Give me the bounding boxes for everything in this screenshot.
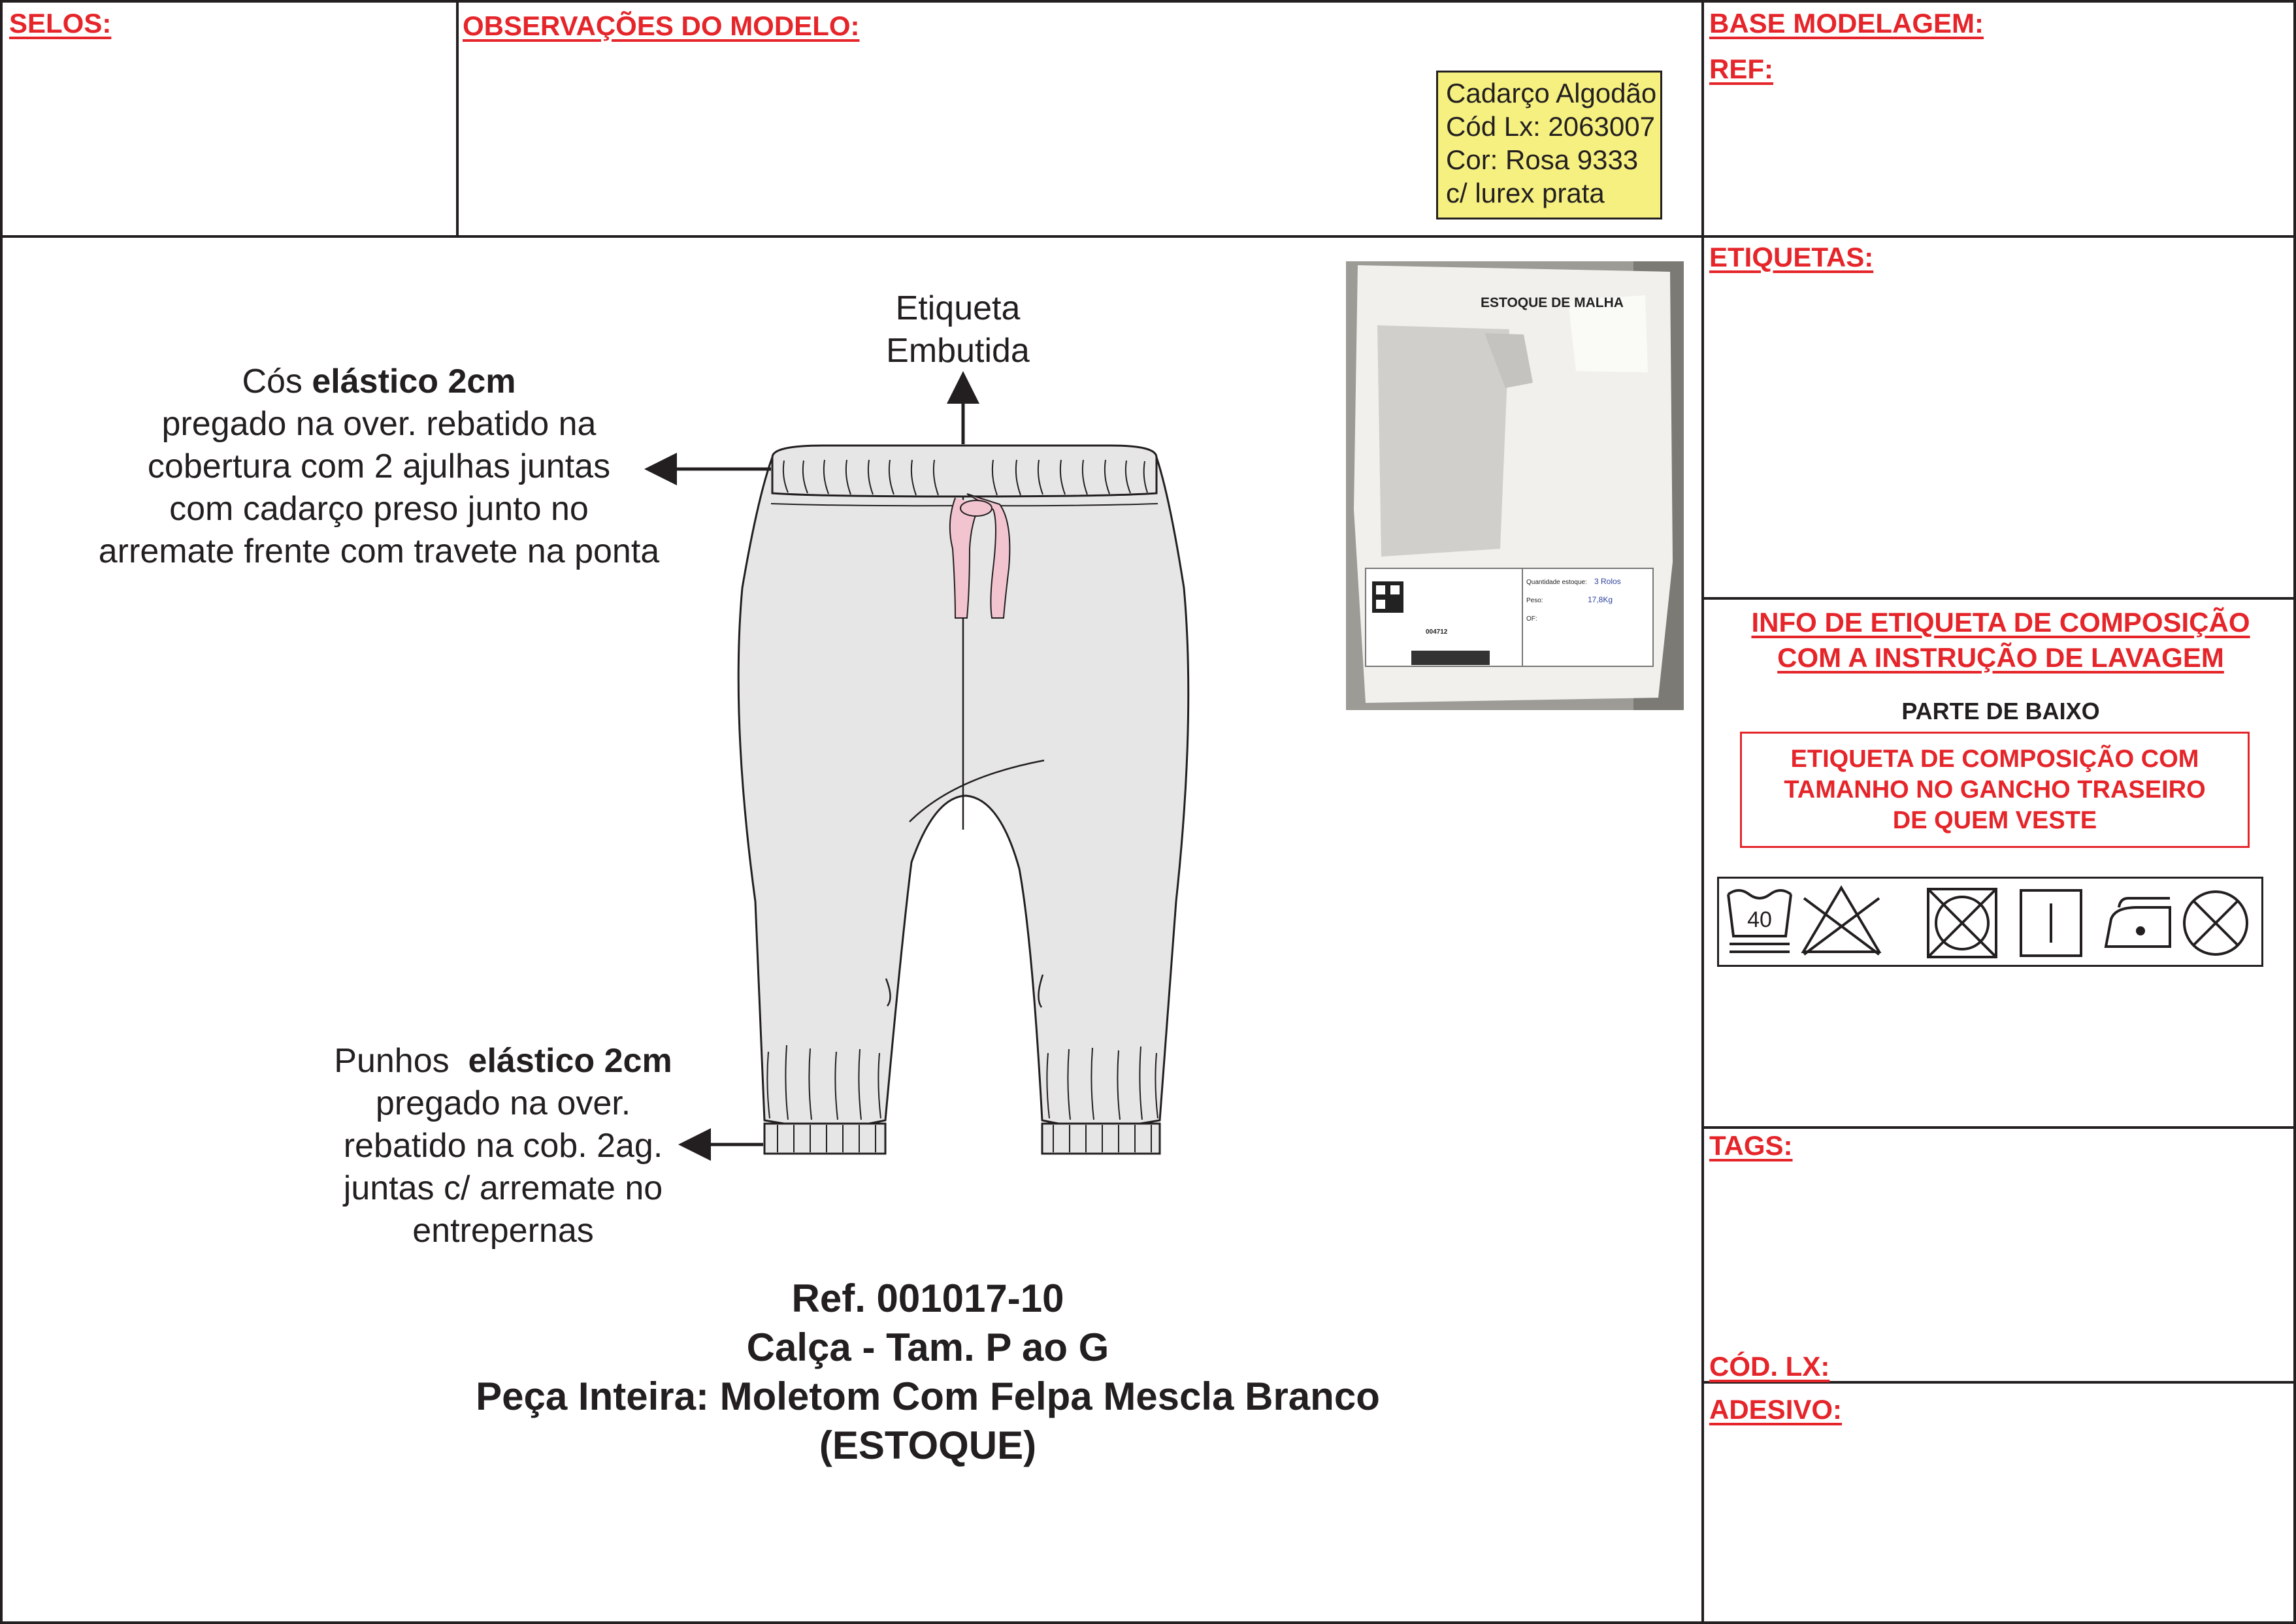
drawcord-note (1436, 71, 1662, 219)
punhos-line: juntas c/ arremate no (343, 1169, 663, 1207)
pants-sketch (719, 353, 1215, 1176)
photo-stock-value: 3 Rolos (1594, 577, 1621, 586)
note-line: Cadarço Algodão (1446, 78, 1657, 108)
wash-40-gentle-icon (1728, 890, 1791, 952)
info-title-line: COM A INSTRUÇÃO DE LAVAGEM (1777, 642, 2224, 673)
photo-peso-label: Peso: (1526, 597, 1543, 604)
product-name: Calça - Tam. P ao G (746, 1325, 1109, 1369)
etiqueta-embutida-callout (860, 287, 1056, 372)
no-dry-clean-icon (2184, 892, 2247, 954)
stock-note: (ESTOQUE) (819, 1423, 1037, 1467)
punhos-pre: Punhos (334, 1042, 468, 1080)
punhos-callout (294, 1040, 712, 1252)
cos-callout (39, 361, 719, 573)
cos-line: pregado na over. rebatido na (161, 405, 597, 443)
punhos-bold: elástico 2cm (468, 1042, 672, 1080)
tags-label: TAGS: (1709, 1130, 1793, 1161)
etiquetas-divider (1701, 597, 2296, 600)
cos-line: arremate frente com travete na ponta (98, 532, 660, 570)
cos-bold: elástico 2cm (312, 363, 516, 400)
header-divider (0, 235, 2296, 238)
product-reference (392, 1274, 1464, 1470)
note-line: Cor: Rosa 9333 (1446, 144, 1639, 175)
observacoes-label: OBSERVAÇÕES DO MODELO: (463, 10, 860, 41)
note-line: Cód Lx: 2063007 (1446, 111, 1655, 142)
no-tumble-dry-icon (1928, 889, 1996, 957)
fabric-stock-photo (1346, 261, 1684, 710)
etiqueta-line2: Embutida (886, 332, 1030, 370)
photo-code: 004712 (1426, 628, 1448, 636)
etiquetas-label: ETIQUETAS: (1709, 242, 1874, 272)
cos-line: com cadarço preso junto no (169, 490, 589, 528)
ref-number: Ref. 001017-10 (791, 1276, 1064, 1320)
tags-divider (1701, 1126, 2296, 1129)
line-dry-icon (2021, 890, 2081, 956)
photo-sheet-title: ESTOQUE DE MALHA (1481, 295, 1624, 310)
iron-low-icon (2106, 898, 2170, 947)
ref-label: REF: (1709, 54, 1773, 84)
cos-pre: Cós (242, 363, 312, 400)
cod-lx-label: CÓD. LX: (1709, 1351, 1830, 1382)
wash-temp: 40 (1747, 907, 1772, 932)
selos-label: SELOS: (9, 8, 112, 39)
photo-stock-label: Quantidade estoque: (1526, 579, 1587, 586)
photo-peso-value: 17,8Kg (1588, 595, 1613, 604)
composition-line: ETIQUETA DE COMPOSIÇÃO COM (1790, 745, 2199, 773)
photo-of-label: OF: (1526, 615, 1537, 623)
adesivo-label: ADESIVO: (1709, 1394, 1843, 1425)
parte-de-baixo-label: PARTE DE BAIXO (1901, 698, 2100, 724)
punhos-line: pregado na over. (375, 1084, 631, 1122)
fabric-description: Peça Inteira: Moletom Com Felpa Mescla Branco (476, 1374, 1380, 1418)
care-symbols-strip (1717, 877, 2263, 967)
punhos-line: rebatido na cob. 2ag. (343, 1127, 663, 1165)
etiqueta-line1: Etiqueta (895, 289, 1021, 327)
punhos-line: entrepernas (412, 1212, 594, 1250)
composition-line: DE QUEM VESTE (1892, 806, 2097, 834)
note-line: c/ lurex prata (1446, 178, 1605, 208)
cos-line: cobertura com 2 ajulhas juntas (147, 447, 611, 485)
composition-label-box (1740, 732, 2250, 848)
info-title-line: INFO DE ETIQUETA DE COMPOSIÇÃO (1751, 607, 2250, 638)
info-etiqueta-title (1707, 605, 2295, 675)
composition-line: TAMANHO NO GANCHO TRASEIRO (1784, 775, 2206, 804)
base-modelagem-label: BASE MODELAGEM: (1709, 8, 1984, 39)
cos-first-line (39, 361, 719, 403)
punhos-first-line (294, 1040, 712, 1082)
selos-divider (456, 0, 459, 236)
no-bleach-icon (1803, 888, 1879, 954)
